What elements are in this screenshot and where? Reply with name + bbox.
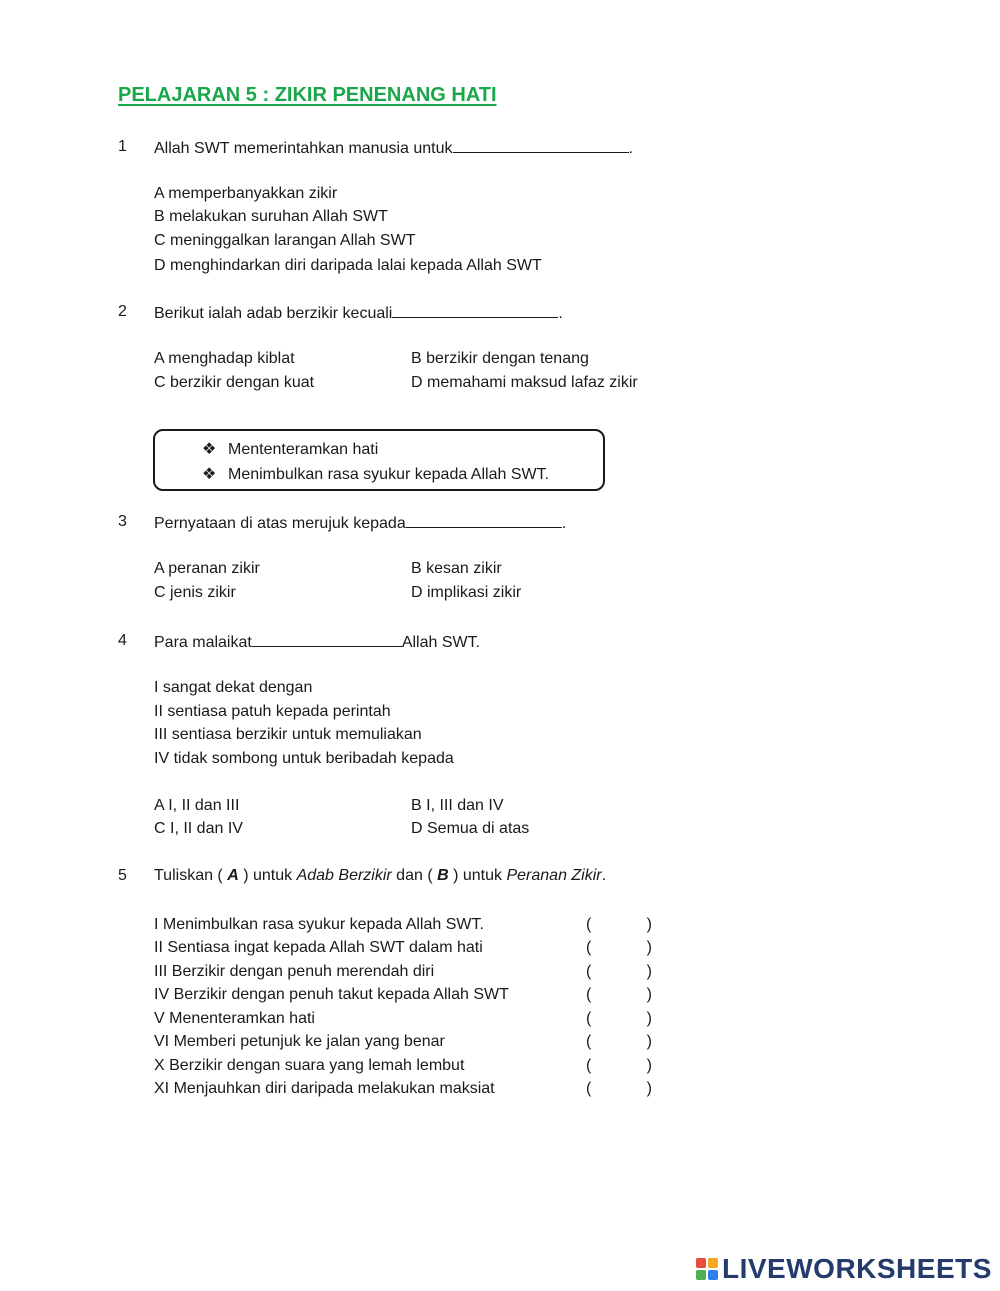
question-2-option-c: C berzikir dengan kuat xyxy=(154,374,315,391)
paren-close: ) xyxy=(646,1080,652,1097)
question-5-item-1: I Menimbulkan rasa syukur kepada Allah SWT. xyxy=(154,916,484,933)
paren-open: ( xyxy=(586,1080,592,1097)
q5-text-part: . xyxy=(601,867,607,884)
paren-open: ( xyxy=(586,963,592,980)
question-3-blank[interactable] xyxy=(406,512,562,528)
question-3-stem xyxy=(154,512,566,534)
paren-open: ( xyxy=(586,986,592,1003)
liveworksheets-logo-icon xyxy=(696,1258,718,1280)
liveworksheets-brand xyxy=(696,1252,992,1286)
q5-label-a: A xyxy=(227,867,239,884)
question-2-number: 2 xyxy=(118,303,127,320)
paren-close: ) xyxy=(646,916,652,933)
paren-open: ( xyxy=(586,1057,592,1074)
question-4-text: Para malaikat xyxy=(154,634,252,651)
question-3-option-c: C jenis zikir xyxy=(154,584,236,601)
q5-text-part: dan ( xyxy=(391,867,438,884)
question-4-statement-2: II sentiasa patuh kepada perintah xyxy=(154,703,391,720)
question-3-option-b: B kesan zikir xyxy=(411,560,502,577)
question-2-text: Berikut ialah adab berzikir kecuali xyxy=(154,305,393,322)
question-5-item-5: V Menenteramkan hati xyxy=(154,1010,315,1027)
paren-close: ) xyxy=(646,1057,652,1074)
question-5-item-3: III Berzikir dengan penuh merendah diri xyxy=(154,963,435,980)
question-4-statement-3: III sentiasa berzikir untuk memuliakan xyxy=(154,726,422,743)
question-3-number: 3 xyxy=(118,513,127,530)
q5-text-part: ) untuk xyxy=(238,867,297,884)
q5-category-peranan: Peranan Zikir xyxy=(506,867,602,884)
question-4-stem xyxy=(154,631,480,653)
question-4-option-d: D Semua di atas xyxy=(411,820,530,837)
question-1-number: 1 xyxy=(118,138,127,155)
paren-open: ( xyxy=(586,1010,592,1027)
question-5-item-4: IV Berzikir dengan penuh takut kepada Allah SWT xyxy=(154,986,509,1003)
q5-text-part: ) untuk xyxy=(448,867,507,884)
paren-open: ( xyxy=(586,1033,592,1050)
paren-close: ) xyxy=(646,986,652,1003)
paren-close: ) xyxy=(646,1033,652,1050)
statement-text-1: Mententeramkan hati xyxy=(228,441,379,458)
question-1-stem xyxy=(154,137,633,159)
question-1-blank[interactable] xyxy=(453,137,629,153)
question-2-option-b: B berzikir dengan tenang xyxy=(411,350,589,367)
question-1-end: . xyxy=(628,140,633,157)
question-2-option-a: A menghadap kiblat xyxy=(154,350,295,367)
question-4-statement-4: IV tidak sombong untuk beribadah kepada xyxy=(154,750,454,767)
question-5-item-6: VI Memberi petunjuk ke jalan yang benar xyxy=(154,1033,445,1050)
question-2-blank[interactable] xyxy=(392,302,558,318)
question-4-option-c: C I, II dan IV xyxy=(154,820,243,837)
question-5-item-7: X Berzikir dengan suara yang lemah lembut xyxy=(154,1057,465,1074)
question-1-option-d: D menghindarkan diri daripada lalai kepada Allah SWT xyxy=(154,257,542,274)
paren-close: ) xyxy=(646,963,652,980)
question-1-option-c: C meninggalkan larangan Allah SWT xyxy=(154,232,416,249)
question-5-item-2: II Sentiasa ingat kepada Allah SWT dalam hati xyxy=(154,939,483,956)
paren-open: ( xyxy=(586,939,592,956)
brand-text: LIVEWORKSHEETS xyxy=(722,1253,992,1284)
question-4-blank[interactable] xyxy=(252,631,402,647)
question-4-number: 4 xyxy=(118,632,127,649)
question-2-stem xyxy=(154,302,563,324)
question-3-text: Pernyataan di atas merujuk kepada xyxy=(154,515,406,532)
question-4-statement-1: I sangat dekat dengan xyxy=(154,679,313,696)
question-2-end: . xyxy=(558,305,563,322)
q5-label-b: B xyxy=(437,867,449,884)
question-4-end: Allah SWT. xyxy=(401,634,481,651)
paren-close: ) xyxy=(646,1010,652,1027)
question-5-stem xyxy=(154,866,606,886)
paren-close: ) xyxy=(646,939,652,956)
question-3-option-a: A peranan zikir xyxy=(154,560,260,577)
q5-text-part: Tuliskan ( xyxy=(154,867,228,884)
statement-box-item-2 xyxy=(202,465,549,485)
diamond-bullet-icon: ❖ xyxy=(202,441,217,458)
question-4-option-a: A I, II dan III xyxy=(154,797,240,814)
question-4-option-b: B I, III dan IV xyxy=(411,797,504,814)
page-title: PELAJARAN 5 : ZIKIR PENENANG HATI xyxy=(118,84,497,106)
question-1-option-b: B melakukan suruhan Allah SWT xyxy=(154,208,388,225)
question-5-item-8: XI Menjauhkan diri daripada melakukan maksiat xyxy=(154,1080,495,1097)
q5-category-adab: Adab Berzikir xyxy=(296,867,392,884)
question-1-text: Allah SWT memerintahkan manusia untuk xyxy=(154,140,453,157)
question-2-option-d: D memahami maksud lafaz zikir xyxy=(411,374,638,391)
diamond-bullet-icon: ❖ xyxy=(202,466,217,483)
statement-text-2: Menimbulkan rasa syukur kepada Allah SWT. xyxy=(228,466,550,483)
question-3-end: . xyxy=(561,515,567,532)
question-3-option-d: D implikasi zikir xyxy=(411,584,522,601)
statement-box-item-1 xyxy=(202,440,378,460)
question-1-option-a: A memperbanyakkan zikir xyxy=(154,185,338,202)
paren-open: ( xyxy=(586,916,592,933)
question-5-number: 5 xyxy=(118,867,127,884)
